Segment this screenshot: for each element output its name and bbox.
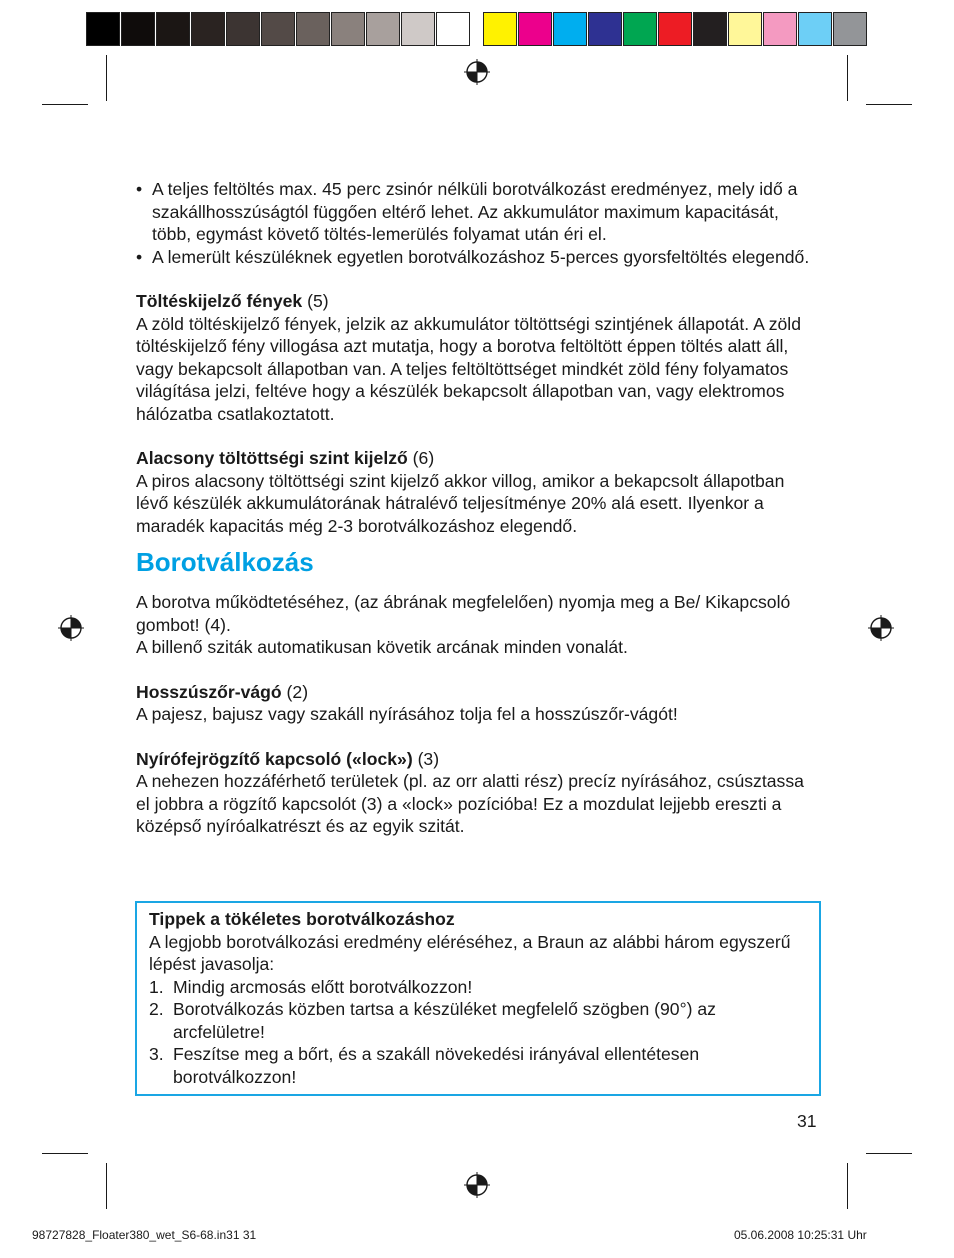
- color-swatch: [156, 12, 190, 46]
- section-heading: Hosszúszőr-vágó: [136, 681, 282, 702]
- section-heading: Nyírófejrögzítő kapcsoló («lock»): [136, 748, 413, 769]
- bullet-icon: •: [136, 179, 143, 199]
- color-swatch: [553, 12, 587, 46]
- list-number: 3.: [149, 1044, 164, 1064]
- color-swatch: [518, 12, 552, 46]
- crop-mark: [847, 55, 848, 101]
- crop-mark: [42, 104, 88, 105]
- list-item: [136, 178, 820, 246]
- color-swatch: [261, 12, 295, 46]
- color-swatch: [623, 12, 657, 46]
- footer-file-info: 98727828_Floater380_wet_S6-68.in31 31: [32, 1228, 257, 1242]
- list-text: Mindig arcmosás előtt borotválkozzon!: [173, 976, 473, 997]
- color-swatch: [693, 12, 727, 46]
- color-swatch: [483, 12, 517, 46]
- bullet-icon: •: [136, 246, 143, 267]
- section-lock-switch: [136, 748, 820, 838]
- registration-mark-icon: [464, 1172, 490, 1198]
- color-bar-grayscale: [86, 12, 471, 46]
- bullet-text: A teljes feltöltés max. 45 perc zsinór nélküli borotválkozást eredményez, mely idő a szakállhosszúságtól függően eltérő lehet. Az akkumulátor maximum kapacitását, több, egymást követő töltés-lemerülés folyamat után éri el.: [152, 179, 798, 244]
- section-body: A piros alacsony töltöttségi szint kijelző akkor villog, amikor a bekapcsolt állapotban lévő készülék akkumulátorának hátralévő teljesítménye 20% alá esett. Ilyenkor a maradék kapacitás még 2-3 borotválkozáshoz elegendő.: [136, 470, 785, 536]
- list-number: 2.: [149, 999, 164, 1019]
- color-swatch: [366, 12, 400, 46]
- section-low-charge: [136, 447, 820, 537]
- section-body: A pajesz, bajusz vagy szakáll nyírásához tolja fel a hosszúszőr-vágót!: [136, 704, 678, 724]
- color-swatch: [798, 12, 832, 46]
- registration-mark-icon: [868, 615, 894, 641]
- section-body: A nehezen hozzáférhető területek (pl. az orr alatti rész) precíz nyírásához, csúsztassa el jobbra a rögzítő kapcsolót (3) a «lock» pozícióba! Ez a mozdulat lejjebb ereszti a középső nyíróalkatrészt és az egyik szitát.: [136, 771, 804, 836]
- color-swatch: [728, 12, 762, 46]
- list-number: 1.: [149, 976, 164, 997]
- color-swatch: [331, 12, 365, 46]
- color-swatch: [588, 12, 622, 46]
- bullet-text: A lemerült készüléknek egyetlen borotválkozáshoz 5-perces gyorsfeltöltés elegendő.: [152, 246, 810, 267]
- color-swatch: [436, 12, 470, 46]
- section-body: A zöld töltéskijelző fények, jelzik az akkumulátor töltöttségi szintjének állapotát. A zöld töltéskijelző fény villogása azt mutatja, hogy a borotva feltöltött éppen töltés alatt áll, vagy bekapcsolt állapotban van. A teljes feltöltöttséget mindkét zöld fény folyamatos világítása jelzi, feltéve hogy a készülék bekapcsolt állapotban van, vagy elektromos hálózatba csatlakoztatott.: [136, 313, 802, 424]
- crop-mark: [847, 1163, 848, 1209]
- page-title: Borotválkozás: [136, 547, 314, 577]
- color-swatch: [763, 12, 797, 46]
- section-ref: (3): [412, 748, 440, 769]
- section-long-hair-trimmer: [136, 681, 820, 726]
- crop-mark: [866, 1153, 912, 1154]
- tips-heading: Tippek a tökéletes borotválkozáshoz: [149, 909, 455, 929]
- list-item: [149, 1043, 807, 1088]
- color-swatch: [296, 12, 330, 46]
- list-item: [136, 246, 820, 269]
- tips-intro: A legjobb borotválkozási eredmény eléréséhez, a Braun az alábbi három egyszerű lépést javasolja:: [149, 931, 791, 974]
- color-swatch: [833, 12, 867, 46]
- crop-mark: [42, 1153, 88, 1154]
- color-swatch: [86, 12, 120, 46]
- shaving-intro-line: A borotva működtetéséhez, (az ábrának megfelelően) nyomja meg a Be/ Kikapcsoló gombot! (4).: [136, 592, 791, 635]
- section-heading: Töltéskijelző fények: [136, 291, 303, 311]
- crop-mark: [106, 1163, 107, 1209]
- list-item: [149, 976, 807, 999]
- list-text: Borotválkozás közben tartsa a készüléket megfelelő szögben (90°) az arcfelületre!: [173, 999, 716, 1042]
- section-charge-lights: [136, 290, 820, 425]
- page-number: 31: [797, 1111, 817, 1131]
- tips-box: [135, 901, 821, 1096]
- crop-mark: [866, 104, 912, 105]
- shaving-intro-line: A billenő sziták automatikusan követik arcának minden vonalát.: [136, 637, 628, 657]
- page-content: [136, 178, 820, 838]
- section-ref: (2): [281, 681, 309, 702]
- shaving-intro: [136, 591, 820, 659]
- color-swatch: [121, 12, 155, 46]
- color-swatch: [226, 12, 260, 46]
- crop-mark: [106, 55, 107, 101]
- color-swatch: [191, 12, 225, 46]
- section-heading: Alacsony töltöttségi szint kijelző: [136, 448, 408, 468]
- color-bar-process: [483, 12, 868, 46]
- color-swatch: [658, 12, 692, 46]
- registration-mark-icon: [464, 59, 490, 85]
- color-swatch: [401, 12, 435, 46]
- list-item: [149, 998, 807, 1043]
- registration-mark-icon: [58, 615, 84, 641]
- list-text: Feszítse meg a bőrt, és a szakáll növekedési irányával ellentétesen borotválkozzon!: [173, 1044, 700, 1087]
- footer-timestamp: 05.06.2008 10:25:31 Uhr: [734, 1228, 867, 1242]
- section-ref: (6): [407, 448, 435, 468]
- section-ref: (5): [302, 291, 329, 311]
